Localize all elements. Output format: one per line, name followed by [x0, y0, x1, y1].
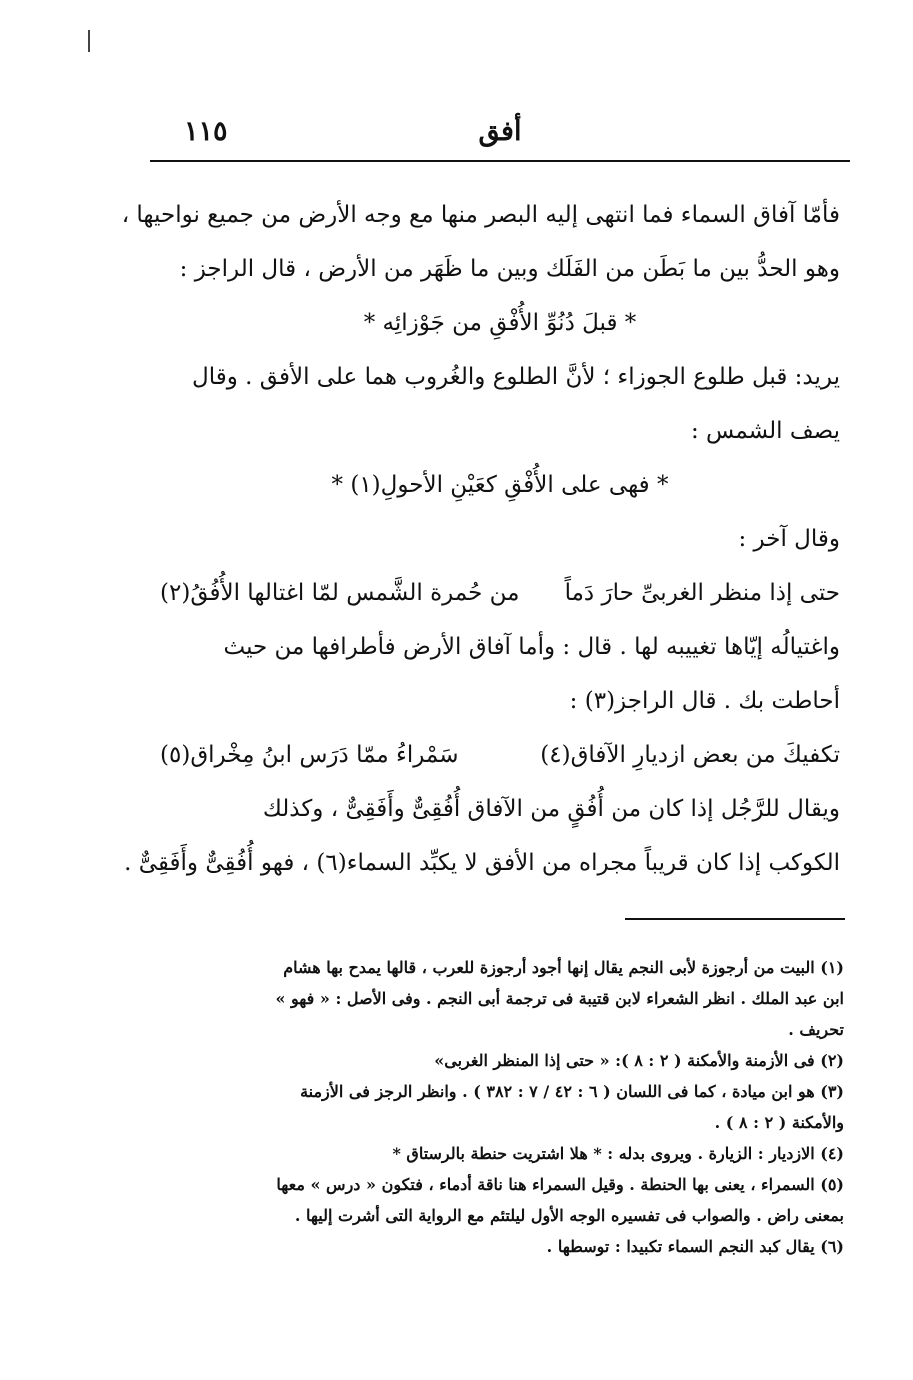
footnote-line: تحريف . [788, 1020, 844, 1039]
footnote-line: (٣) هو ابن ميادة ، كما فى اللسان ( ٦ : ٤٢ / ٧ : ٣٨٢ ) . وانظر الرجز فى الأزمنة [300, 1082, 844, 1101]
page-header [150, 112, 850, 152]
text-line: وقال آخر : [738, 526, 840, 552]
page-number: ١١٥ [184, 116, 228, 147]
verse-line: * قبلَ دُنُوِّ الأُفْقِ من جَوْزائِه * [363, 310, 637, 336]
text-line: الكوكب إذا كان قريباً مجراه من الأفق لا يكبِّد السماء(٦) ، فهو أُفُقِىٌّ وأَفَقِىٌّ . [124, 850, 840, 876]
footnote-line: والأمكنة ( ٢ : ٨ ) . [714, 1113, 844, 1132]
verse-couplet [160, 728, 840, 782]
footnote-line: (٦) يقال كبد النجم السماء تكبيدا : توسطها . [546, 1237, 844, 1256]
main-text [121, 188, 840, 890]
hemistich: سَمْراءُ ممّا دَرَس ابنُ مِخْراق(٥) [160, 742, 459, 768]
footnote-line: (٤) الازديار : الزيارة . ويروى بدله : * هلا اشتريت حنطة بالرستاق * [392, 1144, 844, 1163]
text-line: واغتيالُه إيّاها تغييبه لها . قال : وأما آفاق الأرض فأطرافها من حيث [223, 634, 840, 660]
hemistich: من حُمرة الشَّمس لمّا اغتالها الأُفُقُ(٢) [160, 580, 520, 606]
text-line: ويقال للرَّجُل إذا كان من أُفُقٍ من الآفاق أُفُقِىٌّ وأَفَقِىٌّ ، وكذلك [262, 796, 840, 822]
text-line: يريد: قبل طلوع الجوزاء ؛ لأنَّ الطلوع والغُروب هما على الأفق . وقال [192, 364, 840, 390]
hemistich: حتى إذا منظر الغربىِّ حارَ دَماً [564, 580, 840, 606]
verse-line: * فهى على الأُفْقِ كعَيْنِ الأحولِ(١) * [331, 472, 669, 498]
verse-couplet [160, 566, 840, 620]
hemistich: تكفيكَ من بعض ازديارِ الآفاق(٤) [540, 742, 840, 768]
header-rule [150, 160, 850, 162]
scan-mark [88, 30, 90, 52]
text-line: فأمّا آفاق السماء فما انتهى إليه البصر منها مع وجه الأرض من جميع نواحيها ، [121, 202, 840, 228]
text-line: يصف الشمس : [690, 418, 840, 444]
footnote-line: (١) البيت من أرجوزة لأبى النجم يقال إنها أجود أرجوزة للعرب ، قالها يمدح بها هشام [283, 958, 844, 977]
footnote-line: (٢) فى الأزمنة والأمكنة ( ٢ : ٨ ): « حتى إذا المنظر الغربى» [434, 1051, 844, 1070]
footnote-line: ابن عبد الملك . انظر الشعراء لابن قتيبة فى ترجمة أبى النجم . وفى الأصل : « فهو » [275, 989, 844, 1008]
footnote-line: (٥) السمراء ، يعنى بها الحنطة . وقيل السمراء هنا ناقة أدماء ، فتكون « درس » معها [276, 1175, 844, 1194]
footnotes [160, 952, 844, 1262]
running-title: أفق [478, 116, 522, 147]
footnote-line: بمعنى راض . والصواب فى تفسيره الوجه الأول ليلتئم مع الرواية التى أشرت إليها . [294, 1206, 844, 1225]
footnote-rule [625, 918, 845, 920]
text-line: أحاطت بك . قال الراجز(٣) : [569, 688, 840, 714]
text-line: وهو الحدُّ بين ما بَطَن من الفَلَك وبين ما ظَهَر من الأرض ، قال الراجز : [179, 256, 840, 282]
